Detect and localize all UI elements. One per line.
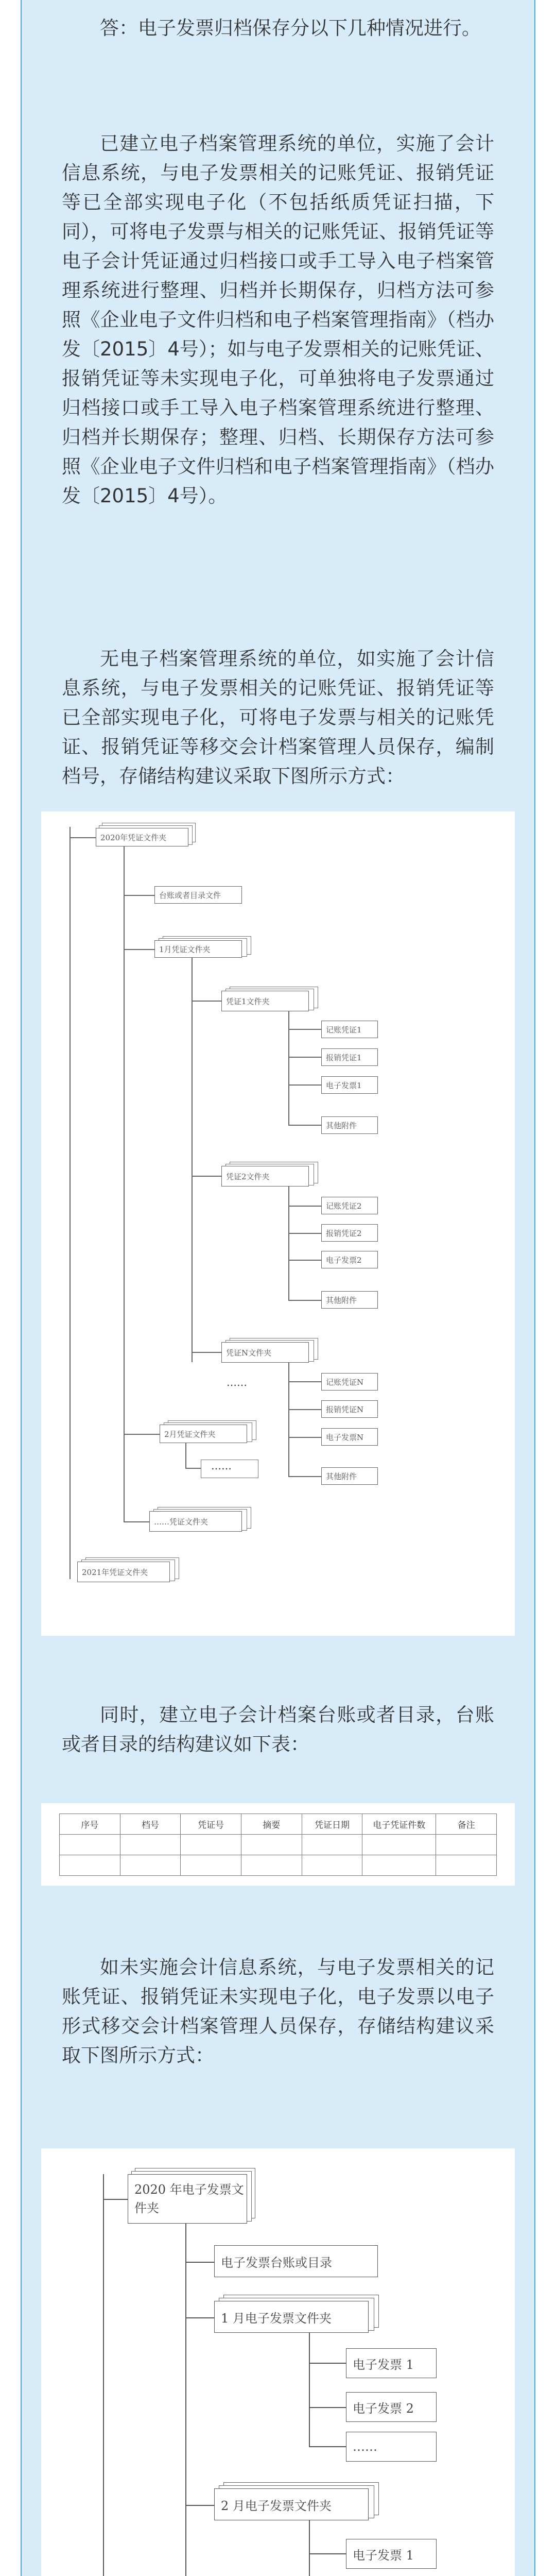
voucher-n-folder: 凭证N文件夹 [221,1342,309,1363]
year-2020-invoice-folder: 2020 年电子发票文件夹 [128,2174,247,2224]
reimbursement-voucher-n: 报销凭证N [321,1400,378,1418]
connector [288,1206,321,1207]
connector [185,2262,214,2263]
voucher-storage-diagram [62,817,494,1628]
connector [288,1300,321,1301]
accounting-voucher-n: 记账凭证N [321,1373,378,1391]
connector [124,1521,149,1522]
paragraph-without-archive-system: 无电子档案管理系统的单位，如实施了会计信息系统，与电子发票相关的记账凭证、报销凭证等已全部实现电子化，可将电子发票与相关的记账凭证、报销凭证等移交会计档案管理人员保存，编制档号，存储结构建议采取下图所示方式： [62,648,494,787]
table-cell [362,1855,436,1876]
connector [185,2224,186,2576]
table-header-cell: 备注 [436,1814,497,1835]
voucher-1-folder: 凭证1文件夹 [221,991,309,1011]
table-row [60,1855,497,1876]
table-cell [302,1835,362,1855]
connector [309,2363,346,2364]
connector [185,2317,214,2318]
connector [309,2407,346,2408]
table-row [60,1835,497,1855]
table-cell [436,1835,497,1855]
connector [309,2520,310,2576]
connector [288,1409,321,1410]
connector [309,2553,346,2554]
connector [103,2199,128,2200]
month-2-invoice-folder: 2 月电子发票文件夹 [214,2488,369,2520]
table-header-cell: 凭证号 [181,1814,241,1835]
month-1-folder: 1月凭证文件夹 [154,940,242,958]
connector [288,1057,321,1058]
voucher-ledger-table [59,1814,497,1876]
connector [288,1476,321,1477]
table-cell [181,1855,241,1876]
year-2021-folder: 2021年凭证文件夹 [77,1562,170,1582]
table-cell [436,1855,497,1876]
ledger-intro-paragraph: 同时，建立电子会计档案台账或者目录，台账或者目录的结构建议如下表： [62,1704,494,1755]
connector [288,1437,321,1438]
accounting-voucher-1: 记账凭证1 [321,1021,378,1038]
table-cell [60,1855,120,1876]
connector [70,827,71,1579]
year-2020-folder: 2020年凭证文件夹 [96,828,188,846]
e-invoice-1: 电子发票1 [321,1076,378,1094]
connector [309,2333,310,2447]
connector [124,846,125,1449]
table-cell [181,1835,241,1855]
connector [192,1352,221,1353]
connector [185,1443,186,1469]
month-2-invoice-1: 电子发票 1 [346,2539,437,2569]
connector [192,958,193,1362]
connector [70,837,96,838]
paragraph-with-archive-system: 已建立电子档案管理系统的单位，实施了会计信息系统，与电子发票相关的记账凭证、报销凭证等已全部实现电子化（不包括纸质凭证扫描，下同），可将电子发票与相关的记账凭证、报销凭证等电子会计凭证通过归档接口或手工导入电子档案管理系统进行整理、归档并长期保存，归档方法可参照《企业电子文件归档和电子档案管理指南》（档办发〔2015〕4号）；如与电子发票相关的记账凭证、报销凭证等未实现电子化，可单独将电子发票通过归档接口或手工导入电子档案管理系统进行整理、归档并长期保存；整理、归档、长期保存方法可参照《企业电子文件归档和电子档案管理指南》（档办发〔2015〕4号）。 [62,132,494,507]
ellipsis: …… [227,1376,247,1388]
table-cell [241,1835,302,1855]
table-cell [362,1835,436,1855]
connector [288,1125,321,1126]
connector [288,1029,321,1030]
ledger-file: 台账或者目录文件 [154,886,242,904]
table-header-cell: 序号 [60,1814,120,1835]
month-1-invoice-1: 电子发票 1 [346,2348,437,2378]
voucher-2-folder: 凭证2文件夹 [221,1166,309,1187]
table-cell [120,1855,181,1876]
table-cell [120,1835,181,1855]
month-1-invoice-2: 电子发票 2 [346,2392,437,2422]
answer-paragraph: 答：电子发票归档保存分以下几种情况进行。 [100,17,481,39]
connector [288,1381,321,1382]
month-1-invoice-folder: 1 月电子发票文件夹 [214,2301,369,2333]
connector [124,949,154,950]
month-1-more: …… [346,2432,437,2462]
no-accounting-system-paragraph: 如未实施会计信息系统，与电子发票相关的记账凭证、报销凭证未实现电子化，电子发票以电子形式移交会计档案管理人员保存，存储结构建议采取下图所示方式： [62,1956,494,2066]
ellipsis: …… [211,1460,232,1472]
month-n-folder: ……凭证文件夹 [149,1511,242,1532]
connector [124,1434,160,1435]
other-attachments: 其他附件 [321,1467,378,1485]
table-header-cell: 摘要 [241,1814,302,1835]
connector [192,1176,221,1177]
connector [288,1084,321,1086]
e-invoice-n: 电子发票N [321,1428,378,1446]
invoice-storage-diagram [62,2154,494,2576]
connector [288,1233,321,1234]
other-attachments: 其他附件 [321,1116,378,1134]
reimbursement-voucher-2: 报销凭证2 [321,1224,378,1242]
connector [192,1001,221,1002]
other-attachments: 其他附件 [321,1291,378,1309]
connector [288,1187,289,1301]
table-header-cell: 电子凭证件数 [362,1814,436,1835]
table-header-row [60,1814,497,1835]
reimbursement-voucher-1: 报销凭证1 [321,1048,378,1066]
accounting-voucher-2: 记账凭证2 [321,1197,378,1214]
table-cell [241,1855,302,1876]
e-invoice-2: 电子发票2 [321,1251,378,1268]
table-cell [302,1855,362,1876]
connector [185,1468,201,1469]
table-header-cell: 凭证日期 [302,1814,362,1835]
connector [309,2446,346,2447]
connector [124,1449,125,1521]
connector [124,895,154,896]
table-cell [60,1835,120,1855]
month-2-folder: 2月凭证文件夹 [160,1425,247,1443]
connector [288,1260,321,1261]
connector [288,1363,289,1477]
table-header-cell: 档号 [120,1814,181,1835]
invoice-ledger-file: 电子发票台账或目录 [214,2245,378,2277]
connector [103,2174,104,2576]
connector [185,2505,214,2506]
